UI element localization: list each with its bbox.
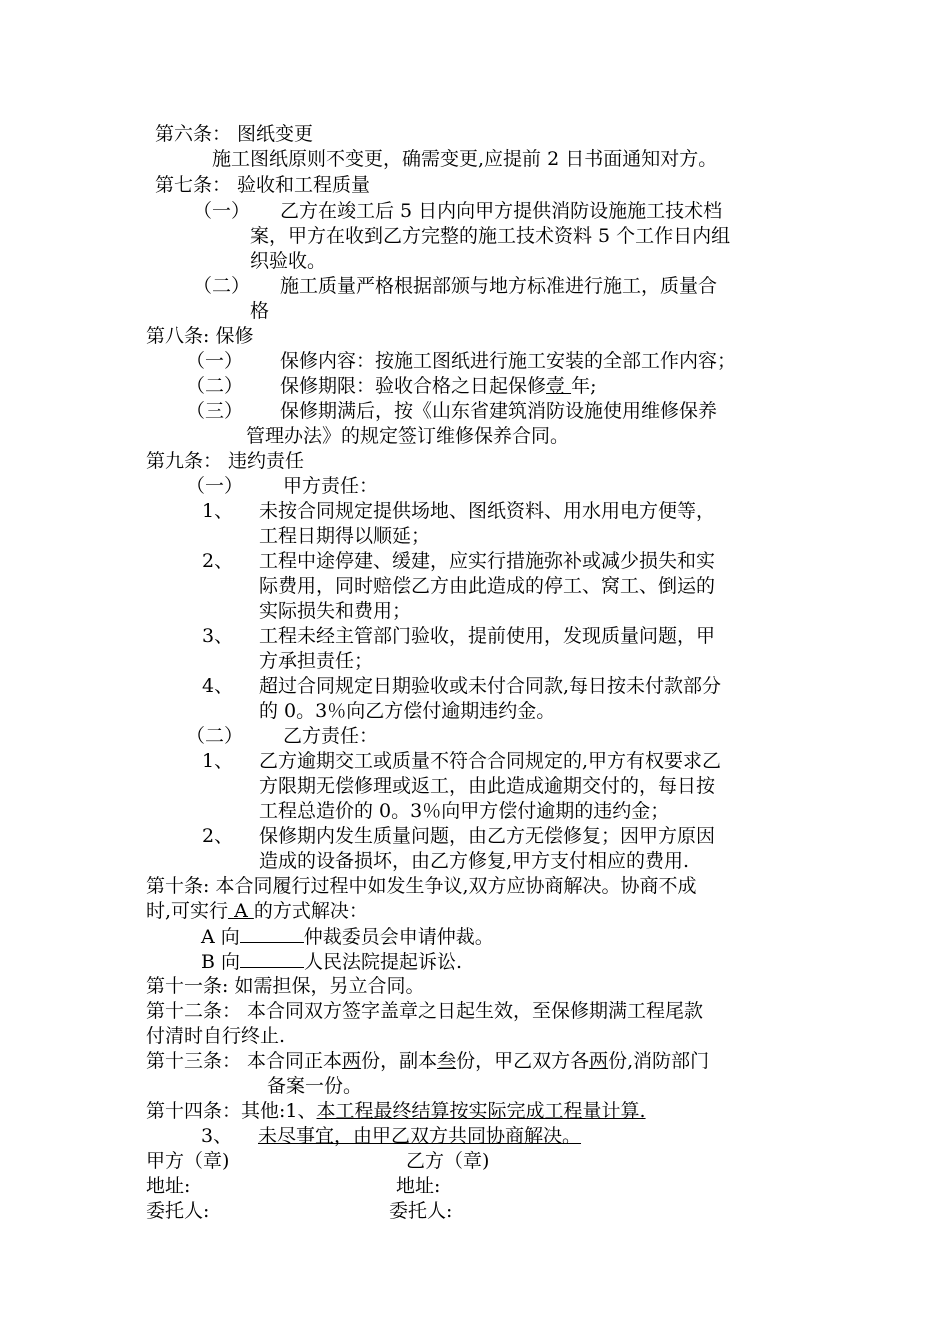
party-b-seal: 乙方（章) — [406, 1150, 490, 1172]
article-12-line-1: 第十二条： 本合同双方签字盖章之日起生效，至保修期满工程尾款 — [146, 1000, 704, 1022]
party-b-agent: 委托人: — [389, 1200, 453, 1222]
article-9-a1-number: 1、 — [202, 500, 234, 522]
party-a-seal: 甲方（章) — [146, 1150, 230, 1172]
party-a-agent: 委托人: — [146, 1200, 210, 1222]
article-8-item-1-number: （一） — [186, 350, 244, 372]
article-13-prefix: 第十三条： 本合同正本 — [146, 1050, 343, 1072]
party-b-address: 地址: — [396, 1175, 441, 1197]
article-14-item-3 — [258, 1124, 581, 1148]
article-12-line-2: 付清时自行终止. — [146, 1025, 286, 1047]
article-9-a4-line-2: 的 0。3％向乙方偿付逾期违约金。 — [259, 700, 556, 722]
each-party-copies-count: 两 — [589, 1050, 609, 1072]
article-9-a2-line-2: 际费用，同时赔偿乙方由此造成的停工、窝工、倒运的 — [259, 575, 716, 597]
dispute-method-choice: A — [228, 900, 254, 922]
article-14-line-1 — [146, 1099, 646, 1123]
article-9-a3-line-2: 方承担责任； — [259, 650, 374, 672]
article-8-item-3-number: （三） — [186, 400, 244, 422]
article-8-item-2-number: （二） — [186, 375, 244, 397]
article-8-item-3-line-2: 管理办法》的规定签订维修保养合同。 — [246, 425, 570, 447]
article-10-line-2 — [146, 899, 368, 923]
article-9-a-number: （一） — [186, 475, 244, 497]
article-9-a2-line-1: 工程中途停建、缓建，应实行措施弥补或减少损失和实 — [259, 550, 716, 572]
article-7-heading: 第七条： 验收和工程质量 — [155, 174, 371, 196]
article-13-line-2: 备案一份。 — [267, 1075, 363, 1097]
dispute-method-suffix: 的方式解决： — [253, 900, 368, 922]
party-a-address: 地址: — [146, 1175, 191, 1197]
article-9-a3-line-1: 工程未经主管部门验收，提前使用，发现质量问题，甲 — [259, 625, 716, 647]
warranty-period-value: 壹 — [546, 375, 572, 397]
article-9-a2-number: 2、 — [202, 550, 234, 572]
article-6-body: 施工图纸原则不变更，确需变更,应提前 2 日书面通知对方。 — [212, 148, 718, 170]
article-9-a4-line-1: 超过合同规定日期验收或未付合同款,每日按未付款部分 — [259, 675, 722, 697]
article-7-item-2-line-2: 格 — [250, 300, 270, 322]
dispute-method-label: 时,可实行 — [146, 900, 229, 922]
article-9-a3-number: 3、 — [202, 625, 234, 647]
article-9-b-title: 乙方责任： — [283, 725, 379, 747]
article-9-a-title: 甲方责任： — [283, 475, 379, 497]
option-a-line — [201, 924, 494, 949]
article-10-line-1: 第十条: 本合同履行过程中如发生争议,双方应协商解决。协商不成 — [146, 875, 697, 897]
option-a-text: 仲裁委员会申请仲裁。 — [303, 926, 494, 948]
article-8-item-1-line-1: 保修内容：按施工图纸进行施工安装的全部工作内容； — [280, 350, 737, 372]
article-9-b2-number: 2、 — [202, 825, 234, 847]
option-b-label: B 向 — [201, 951, 241, 973]
article-14-item-3-number: 3、 — [201, 1125, 233, 1147]
article-9-b1-line-1: 乙方逾期交工或质量不符合合同规定的,甲方有权要求乙 — [259, 750, 722, 772]
article-11: 第十一条: 如需担保，另立合同。 — [146, 975, 425, 997]
article-7-item-1-line-3: 织验收。 — [250, 250, 327, 272]
article-8-item-3-line-1: 保修期满后，按《山东省建筑消防设施使用维修保养 — [280, 400, 718, 422]
article-9-b-number: （二） — [186, 725, 244, 747]
article-8-heading: 第八条: 保修 — [146, 325, 254, 347]
article-7-item-1-line-1: 乙方在竣工后 5 日内向甲方提供消防设施施工技术档 — [280, 200, 723, 222]
article-7-item-1-line-2: 案，甲方在收到乙方完整的施工技术资料 5 个工作日内组 — [250, 225, 731, 247]
warranty-period-unit: 年; — [571, 375, 597, 397]
article-7-item-2-number: （二） — [193, 275, 251, 297]
option-a-blank — [240, 924, 304, 943]
article-13-line-1 — [146, 1049, 709, 1073]
article-14-prefix: 第十四条：其他:1、 — [146, 1100, 317, 1122]
article-13-mid-2: 份，甲乙双方各 — [456, 1050, 590, 1072]
article-7-item-1-number: （一） — [193, 200, 251, 222]
article-13-suffix: 份,消防部门 — [608, 1050, 710, 1072]
article-13-mid-1: 份，副本 — [361, 1050, 438, 1072]
option-b-line — [201, 949, 462, 974]
article-7-item-2-line-1: 施工质量严格根据部颁与地方标准进行施工，质量合 — [280, 275, 718, 297]
article-6-heading: 第六条： 图纸变更 — [155, 123, 314, 145]
article-9-b2-line-1: 保修期内发生质量问题，由乙方无偿修复；因甲方原因 — [259, 825, 716, 847]
article-14-item-1: 本工程最终结算按实际完成工程量计算. — [316, 1100, 646, 1122]
article-9-a2-line-3: 实际损失和费用； — [259, 600, 412, 622]
option-a-label: A 向 — [201, 926, 240, 948]
original-copies-count: 两 — [342, 1050, 362, 1072]
option-b-blank — [240, 949, 304, 968]
article-8-item-2-line — [280, 374, 596, 398]
option-b-text: 人民法院提起诉讼. — [304, 951, 463, 973]
article-9-a1-line-2: 工程日期得以顺延； — [259, 525, 431, 547]
article-9-b2-line-2: 造成的设备损坏，由乙方修复,甲方支付相应的费用. — [259, 850, 690, 872]
duplicate-copies-count: 叁 — [437, 1050, 457, 1072]
article-9-b1-line-3: 工程总造价的 0。3％向甲方偿付逾期的违约金； — [259, 800, 670, 822]
article-14-item-3-text: 未尽事宜，由甲乙双方共同协商解决。 — [258, 1125, 582, 1147]
warranty-period-label: 保修期限：验收合格之日起保修 — [280, 375, 547, 397]
article-9-b1-number: 1、 — [202, 750, 234, 772]
article-9-heading: 第九条： 违约责任 — [146, 450, 305, 472]
article-9-a1-line-1: 未按合同规定提供场地、图纸资料、用水用电方便等， — [259, 500, 716, 522]
article-9-a4-number: 4、 — [202, 675, 234, 697]
article-9-b1-line-2: 方限期无偿修理或返工，由此造成逾期交付的，每日按 — [259, 775, 716, 797]
